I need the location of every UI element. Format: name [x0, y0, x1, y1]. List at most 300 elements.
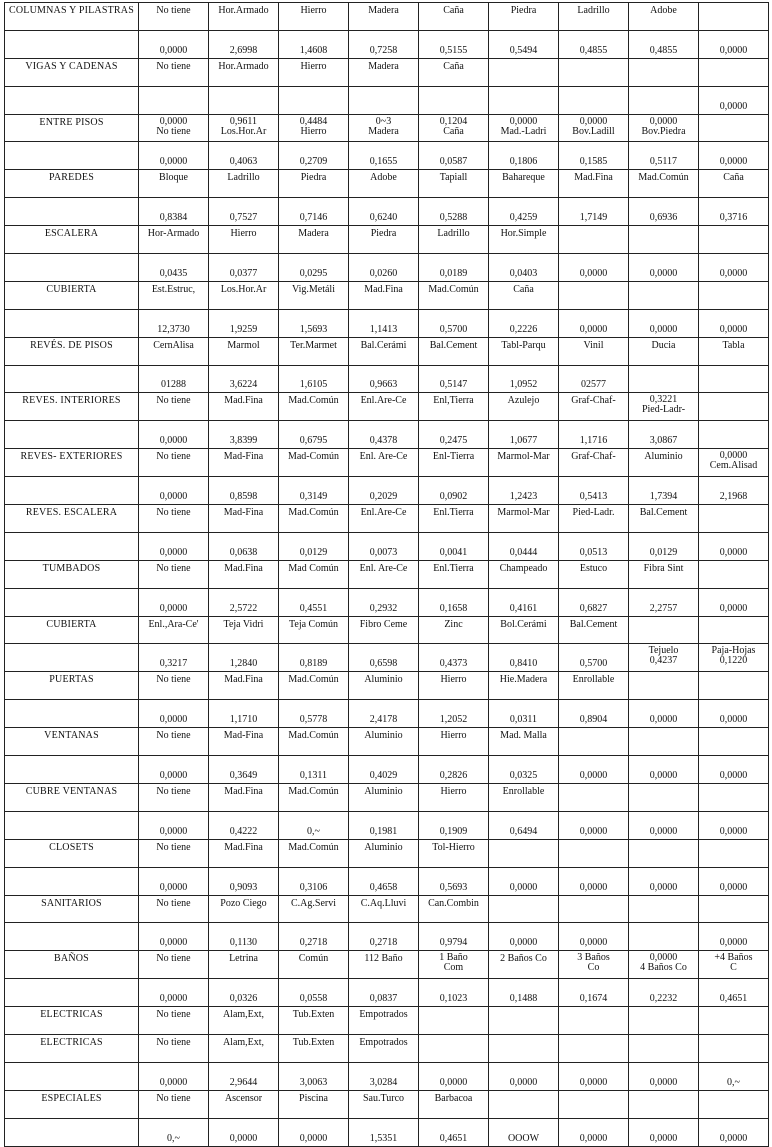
table-cell: Fibro Ceme	[349, 616, 419, 644]
table-cell: Marmol-Mar	[489, 449, 559, 477]
row-label	[5, 811, 139, 839]
table-cell: Estuco	[559, 560, 629, 588]
table-cell: 0,2932	[349, 588, 419, 616]
table-cell: Hor.Armado	[209, 3, 279, 31]
table-cell: Tub.Exten	[279, 1007, 349, 1035]
table-cell: Ducia	[629, 337, 699, 365]
table-cell: 02577	[559, 365, 629, 393]
table-cell: 0,5147	[419, 365, 489, 393]
table-cell: 0,4378	[349, 421, 419, 449]
table-cell	[699, 616, 769, 644]
table-cell: 0,3649	[209, 756, 279, 784]
table-cell: 0,0000	[629, 309, 699, 337]
table-cell: 0,0000	[559, 254, 629, 282]
table-cell: 0,4551	[279, 588, 349, 616]
table-cell	[629, 923, 699, 951]
row-label	[5, 1118, 139, 1146]
table-row	[5, 114, 769, 142]
table-cell: 0,0000	[559, 309, 629, 337]
table-cell: 0,5693	[419, 867, 489, 895]
table-row	[5, 1034, 769, 1062]
table-cell: Marmol-Mar	[489, 505, 559, 533]
table-cell	[699, 783, 769, 811]
table-cell	[559, 1034, 629, 1062]
table-cell: 0,0000	[559, 811, 629, 839]
table-cell: 0,0000	[139, 1062, 209, 1090]
table-cell: 2,6998	[209, 30, 279, 58]
table-row	[5, 449, 769, 477]
table-cell: C.Ag.Servi	[279, 895, 349, 923]
table-row	[5, 142, 769, 170]
table-cell: 0,0000 Bov.Ladill	[559, 114, 629, 142]
table-cell: 0,2475	[419, 421, 489, 449]
table-row	[5, 365, 769, 393]
table-cell	[699, 226, 769, 254]
table-cell	[699, 1034, 769, 1062]
table-cell: Hierro	[279, 3, 349, 31]
table-cell: 0,0000	[629, 254, 699, 282]
table-cell	[139, 86, 209, 114]
table-cell: 0,1674	[559, 979, 629, 1007]
row-label	[5, 979, 139, 1007]
table-cell: Bloque	[139, 170, 209, 198]
table-cell: Graf-Chaf-	[559, 449, 629, 477]
row-label	[5, 700, 139, 728]
table-cell	[629, 281, 699, 309]
table-cell: 0,8904	[559, 700, 629, 728]
table-cell: Mad.Fina	[349, 281, 419, 309]
table-cell: 0,5413	[559, 477, 629, 505]
table-cell: Azulejo	[489, 393, 559, 421]
table-cell: 0,0000	[629, 811, 699, 839]
table-cell: 2,9644	[209, 1062, 279, 1090]
table-cell: 0,2718	[279, 923, 349, 951]
table-cell	[699, 114, 769, 142]
table-row	[5, 839, 769, 867]
table-cell: Mad.Común	[419, 281, 489, 309]
table-row	[5, 616, 769, 644]
table-cell	[559, 1090, 629, 1118]
valuation-table	[4, 2, 769, 1147]
table-cell: 0,2226	[489, 309, 559, 337]
table-cell: Mad.Común	[279, 783, 349, 811]
table-cell	[699, 560, 769, 588]
table-row	[5, 86, 769, 114]
table-cell: 12,3730	[139, 309, 209, 337]
table-cell: 0,0000 Bov.Piedra	[629, 114, 699, 142]
table-cell: 0,2718	[349, 923, 419, 951]
table-cell	[629, 783, 699, 811]
table-cell: Tabl-Parqu	[489, 337, 559, 365]
row-label	[5, 30, 139, 58]
table-cell: 3,0063	[279, 1062, 349, 1090]
table-cell: 0,3106	[279, 867, 349, 895]
table-cell: Común	[279, 951, 349, 979]
table-cell	[419, 1007, 489, 1035]
table-cell: 0,1130	[209, 923, 279, 951]
table-cell: Bol.Cerámi	[489, 616, 559, 644]
table-cell	[419, 1034, 489, 1062]
table-cell	[629, 365, 699, 393]
table-cell: 0,6936	[629, 198, 699, 226]
table-cell	[629, 616, 699, 644]
table-cell: Ladrillo	[559, 3, 629, 31]
table-cell: 0,0000	[139, 811, 209, 839]
table-cell: 0,4161	[489, 588, 559, 616]
table-cell: 2 Baños Co	[489, 951, 559, 979]
table-cell: 0,5494	[489, 30, 559, 58]
table-cell	[279, 86, 349, 114]
table-cell: 1,2840	[209, 644, 279, 672]
table-cell: 112 Baño	[349, 951, 419, 979]
table-cell: Bal.Cement	[419, 337, 489, 365]
table-cell: 0,1655	[349, 142, 419, 170]
row-label	[5, 477, 139, 505]
table-row	[5, 560, 769, 588]
table-cell: 0,0558	[279, 979, 349, 1007]
table-cell: 0,6494	[489, 811, 559, 839]
table-cell: 0,1488	[489, 979, 559, 1007]
table-cell	[699, 281, 769, 309]
table-cell: Enl.Tierra	[419, 560, 489, 588]
table-cell: 0,0000	[699, 309, 769, 337]
table-cell: 3,0284	[349, 1062, 419, 1090]
table-cell: Graf-Chaf-	[559, 393, 629, 421]
table-cell: Caña	[699, 170, 769, 198]
table-cell: Hierro	[419, 728, 489, 756]
table-cell: Ladrillo	[209, 170, 279, 198]
table-cell: Aluminio	[349, 728, 419, 756]
table-row	[5, 811, 769, 839]
table-cell	[489, 1007, 559, 1035]
table-cell: 0,0000	[139, 30, 209, 58]
table-cell: 01288	[139, 365, 209, 393]
table-cell: 0,0000	[139, 700, 209, 728]
table-cell: 0,4029	[349, 756, 419, 784]
table-cell: 0,1311	[279, 756, 349, 784]
table-cell: 1,9259	[209, 309, 279, 337]
table-cell: 0,2232	[629, 979, 699, 1007]
table-cell	[559, 839, 629, 867]
row-label: SANITARIOS	[5, 895, 139, 923]
row-label	[5, 86, 139, 114]
table-cell: 0,0000	[139, 923, 209, 951]
table-cell: 1,6105	[279, 365, 349, 393]
table-cell: Barbacoa	[419, 1090, 489, 1118]
table-row	[5, 867, 769, 895]
table-cell: 0,9663	[349, 365, 419, 393]
table-cell: Tejuelo 0,4237	[629, 644, 699, 672]
row-label: REVES. INTERIORES	[5, 393, 139, 421]
table-cell: Piedra	[349, 226, 419, 254]
table-cell: 0,0638	[209, 532, 279, 560]
table-cell: No tiene	[139, 839, 209, 867]
row-label: COLUMNAS Y PILASTRAS	[5, 3, 139, 31]
table-row	[5, 756, 769, 784]
table-cell: 0,~	[699, 1062, 769, 1090]
table-cell: 0,0000	[559, 1118, 629, 1146]
table-cell	[629, 58, 699, 86]
table-cell: Mad-Común	[279, 449, 349, 477]
table-row	[5, 281, 769, 309]
table-cell: Empotrados	[349, 1007, 419, 1035]
row-label: ELECTRICAS	[5, 1007, 139, 1035]
table-cell: 1 Baño Com	[419, 951, 489, 979]
row-label: ENTRE PISOS	[5, 114, 139, 142]
table-cell: 0,2029	[349, 477, 419, 505]
table-cell: 1,1710	[209, 700, 279, 728]
table-cell: Hierro	[419, 783, 489, 811]
table-cell: Enl.Are-Ce	[349, 393, 419, 421]
table-cell: 0,3716	[699, 198, 769, 226]
table-cell: Bal.Cement	[559, 616, 629, 644]
table-cell: 0,4484 Hierro	[279, 114, 349, 142]
table-cell: Zinc	[419, 616, 489, 644]
table-row	[5, 644, 769, 672]
table-cell: No tiene	[139, 505, 209, 533]
table-cell: No tiene	[139, 728, 209, 756]
table-cell: Mad.Fina	[209, 839, 279, 867]
table-cell: 0,0000	[699, 142, 769, 170]
table-cell: 0,0000	[699, 756, 769, 784]
table-cell: Pozo Ciego	[209, 895, 279, 923]
table-cell: 0,~	[139, 1118, 209, 1146]
table-cell: Aluminio	[349, 672, 419, 700]
table-cell: Mad.Común	[279, 672, 349, 700]
table-row	[5, 421, 769, 449]
table-cell: 0,0000	[139, 421, 209, 449]
table-cell: 0,7527	[209, 198, 279, 226]
table-cell: 0,0326	[209, 979, 279, 1007]
table-cell: 0,0000	[629, 867, 699, 895]
table-cell: Madera	[279, 226, 349, 254]
table-cell: 0,0000	[699, 1118, 769, 1146]
table-cell: 0,4063	[209, 142, 279, 170]
table-cell: Mad.Común	[279, 393, 349, 421]
table-cell	[559, 728, 629, 756]
table-cell: 0,6240	[349, 198, 419, 226]
row-label	[5, 644, 139, 672]
table-cell: 0,7258	[349, 30, 419, 58]
table-cell: Mad.Fina	[209, 560, 279, 588]
table-row	[5, 979, 769, 1007]
table-cell: 0,0377	[209, 254, 279, 282]
table-cell: 0~3 Madera	[349, 114, 419, 142]
table-cell: 0,0000	[629, 1118, 699, 1146]
table-cell: 0,0295	[279, 254, 349, 282]
row-label: REVÉS. DE PISOS	[5, 337, 139, 365]
table-cell: 0,0000	[699, 923, 769, 951]
table-cell: Enl. Are-Ce	[349, 560, 419, 588]
table-cell: 0,6598	[349, 644, 419, 672]
row-label	[5, 588, 139, 616]
table-cell: Tabla	[699, 337, 769, 365]
table-cell: 0,3221 Pied-Ladr-	[629, 393, 699, 421]
table-cell: 2,4178	[349, 700, 419, 728]
table-cell: 0,0587	[419, 142, 489, 170]
table-cell: 0,1981	[349, 811, 419, 839]
table-cell: 2,1968	[699, 477, 769, 505]
table-cell: Mad.Común	[279, 505, 349, 533]
row-label: PUERTAS	[5, 672, 139, 700]
table-cell: Enl. Are-Ce	[349, 449, 419, 477]
table-cell: 0,1585	[559, 142, 629, 170]
table-cell	[699, 58, 769, 86]
table-cell: 0,0000	[139, 756, 209, 784]
table-row	[5, 309, 769, 337]
table-cell: 1,1413	[349, 309, 419, 337]
row-label	[5, 923, 139, 951]
table-cell: Adobe	[349, 170, 419, 198]
table-cell: No tiene	[139, 58, 209, 86]
table-row	[5, 783, 769, 811]
table-cell: 1,5351	[349, 1118, 419, 1146]
table-cell: 0,9093	[209, 867, 279, 895]
table-cell	[699, 1007, 769, 1035]
table-cell: 0,8384	[139, 198, 209, 226]
table-cell: 0,0000	[699, 30, 769, 58]
table-cell: Alam,Ext,	[209, 1007, 279, 1035]
table-cell: OOOW	[489, 1118, 559, 1146]
table-cell: 0,0000 Cem.Alisad	[699, 449, 769, 477]
table-cell	[629, 728, 699, 756]
table-cell: 0,0073	[349, 532, 419, 560]
table-cell: 0,0000	[699, 254, 769, 282]
row-label: VIGAS Y CADENAS	[5, 58, 139, 86]
row-label	[5, 1062, 139, 1090]
table-row	[5, 700, 769, 728]
table-cell: Piedra	[489, 3, 559, 31]
table-cell: 3,6224	[209, 365, 279, 393]
table-cell	[699, 728, 769, 756]
row-label	[5, 142, 139, 170]
table-cell: Tub.Exten	[279, 1034, 349, 1062]
table-row	[5, 728, 769, 756]
table-row	[5, 1062, 769, 1090]
table-cell: 3 Baños Co	[559, 951, 629, 979]
table-cell	[559, 58, 629, 86]
table-cell: Mad.Fina	[209, 393, 279, 421]
table-cell: 0,8189	[279, 644, 349, 672]
table-cell: 0,0000	[209, 1118, 279, 1146]
table-cell: Piscina	[279, 1090, 349, 1118]
table-cell: 1,7149	[559, 198, 629, 226]
table-cell: 0,4373	[419, 644, 489, 672]
table-body	[5, 3, 769, 1147]
table-cell: Mad.Fina	[559, 170, 629, 198]
table-cell: CernAlisa	[139, 337, 209, 365]
table-cell: Bahareque	[489, 170, 559, 198]
table-cell: 1,0677	[489, 421, 559, 449]
table-cell: 0,0435	[139, 254, 209, 282]
table-cell: 0,5117	[629, 142, 699, 170]
table-cell: 0,0000	[559, 1062, 629, 1090]
table-cell: 0,4222	[209, 811, 279, 839]
table-cell	[489, 86, 559, 114]
table-cell: 0,5288	[419, 198, 489, 226]
table-cell: 0,0129	[629, 532, 699, 560]
table-cell: 0,1658	[419, 588, 489, 616]
table-cell: 0,1909	[419, 811, 489, 839]
table-cell: Enrollable	[559, 672, 629, 700]
table-cell: 0,0000	[139, 588, 209, 616]
table-cell: 0,0000	[139, 532, 209, 560]
table-cell: Bal.Cerámi	[349, 337, 419, 365]
table-cell: Hor.Armado	[209, 58, 279, 86]
table-cell: 0,0000	[629, 756, 699, 784]
table-cell: Vig.Metáli	[279, 281, 349, 309]
table-cell: Caña	[419, 58, 489, 86]
table-cell: 0,0000 No tiene	[139, 114, 209, 142]
table-cell: Caña	[489, 281, 559, 309]
table-cell: 0,0041	[419, 532, 489, 560]
table-cell: 1,1716	[559, 421, 629, 449]
table-cell: 0,0311	[489, 700, 559, 728]
table-cell: 0,4651	[419, 1118, 489, 1146]
table-cell: 0,5155	[419, 30, 489, 58]
table-cell: 0,4855	[559, 30, 629, 58]
table-cell	[489, 58, 559, 86]
table-cell: Caña	[419, 3, 489, 31]
row-label: ELECTRICAS	[5, 1034, 139, 1062]
table-cell: 0,0513	[559, 532, 629, 560]
table-cell	[629, 1034, 699, 1062]
table-cell	[699, 3, 769, 31]
table-cell: Marmol	[209, 337, 279, 365]
table-cell: 0,0000 4 Baños Co	[629, 951, 699, 979]
table-cell: Vinil	[559, 337, 629, 365]
table-row	[5, 1118, 769, 1146]
table-cell: No tiene	[139, 560, 209, 588]
table-cell	[489, 839, 559, 867]
table-row	[5, 58, 769, 86]
row-label: PAREDES	[5, 170, 139, 198]
table-row	[5, 1007, 769, 1035]
row-label: TUMBADOS	[5, 560, 139, 588]
table-cell: 2,2757	[629, 588, 699, 616]
table-cell: Hierro	[209, 226, 279, 254]
row-label	[5, 198, 139, 226]
table-cell: Madera	[349, 58, 419, 86]
table-cell: 0,0000	[139, 867, 209, 895]
row-label: CUBIERTA	[5, 616, 139, 644]
table-cell: 0,1204 Caña	[419, 114, 489, 142]
table-cell: Mad. Malla	[489, 728, 559, 756]
table-cell: 0,2709	[279, 142, 349, 170]
table-cell: 0,4658	[349, 867, 419, 895]
table-cell: Aluminio	[349, 783, 419, 811]
table-cell: 0,~	[279, 811, 349, 839]
table-cell: Pied-Ladr.	[559, 505, 629, 533]
table-cell: Los.Hor.Ar	[209, 281, 279, 309]
table-cell: 0,4855	[629, 30, 699, 58]
table-cell: 0,0000	[419, 1062, 489, 1090]
table-cell: 0,0000	[279, 1118, 349, 1146]
row-label	[5, 365, 139, 393]
table-cell	[559, 895, 629, 923]
table-cell: Champeado	[489, 560, 559, 588]
table-cell: No tiene	[139, 393, 209, 421]
table-cell: 0,9611 Los.Hor.Ar	[209, 114, 279, 142]
table-cell: Can.Combin	[419, 895, 489, 923]
table-cell	[629, 226, 699, 254]
table-cell: No tiene	[139, 895, 209, 923]
table-cell: 1,4608	[279, 30, 349, 58]
table-cell: 0,0000	[699, 811, 769, 839]
table-cell: 0,7146	[279, 198, 349, 226]
table-cell	[699, 1090, 769, 1118]
table-cell: 0,0189	[419, 254, 489, 282]
